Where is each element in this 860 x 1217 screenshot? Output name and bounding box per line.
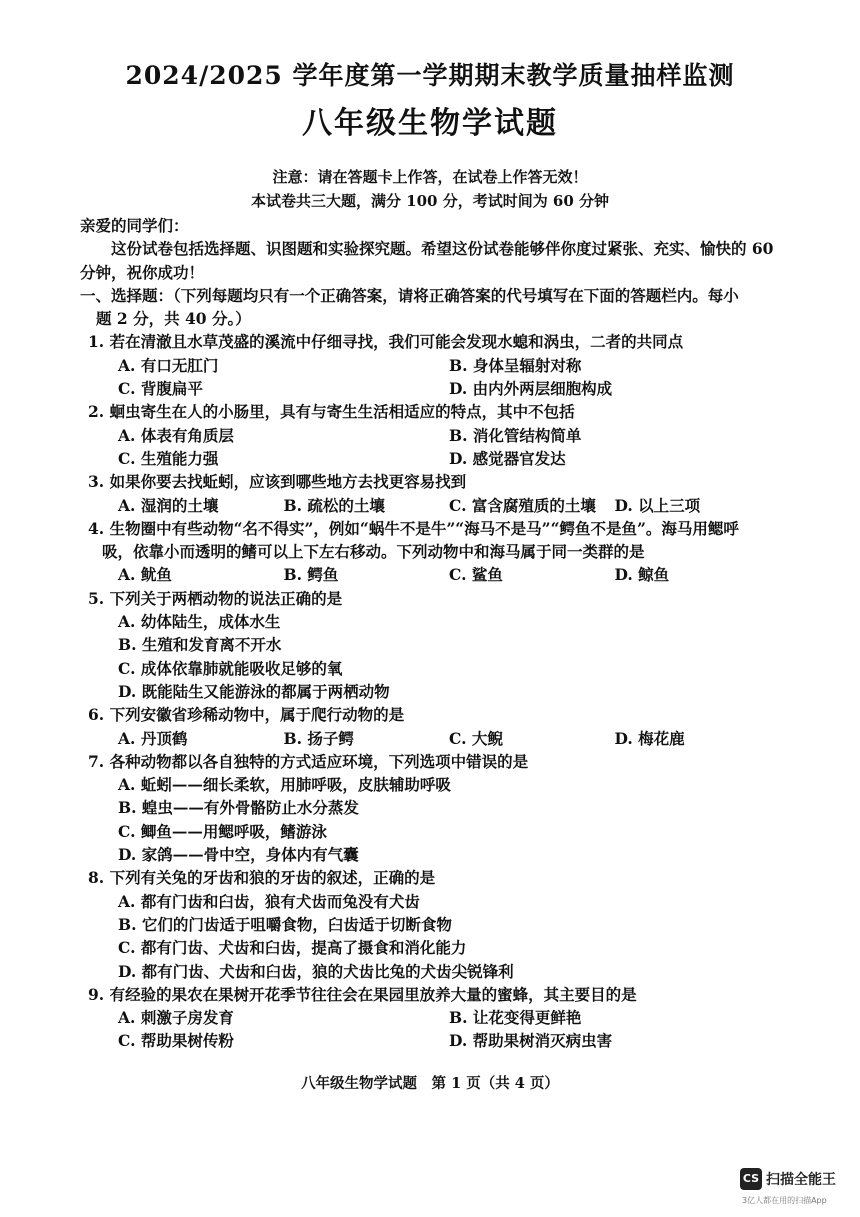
option-a: A. 体表有角质层 xyxy=(118,425,234,445)
option-d: D. 都有门齿、犬齿和臼齿，狼的犬齿比兔的犬齿尖锐锋利 xyxy=(118,961,514,981)
option-b: B. 身体呈辐射对称 xyxy=(449,355,582,375)
option-d: D. 既能陆生又能游泳的都属于两栖动物 xyxy=(118,681,390,701)
intro-text: 这份试卷包括选择题、识图题和实验探究题。希望这份试卷能够伴你度过紧张、充实、愉快的 60 分钟，祝你成功！ xyxy=(80,239,774,282)
question-8 xyxy=(88,866,780,982)
exam-info: 本试卷共三大题，满分 100 分，考试时间为 60 分钟 xyxy=(250,192,610,210)
option-d: D. 由内外两层细胞构成 xyxy=(449,379,613,399)
option-c: C. 成体依靠肺就能吸收足够的氧 xyxy=(118,658,343,678)
option-a: A. 都有门齿和臼齿，狼有犬齿而兔没有犬齿 xyxy=(118,891,420,911)
greeting: 亲爱的同学们： xyxy=(80,216,189,235)
option-b: B. 鳄鱼 xyxy=(283,565,339,585)
exam-title: 2024/2025 学年度第一学期期末教学质量抽样监测 xyxy=(125,61,735,90)
question-stem: 2. 蛔虫寄生在人的小肠里，具有与寄生生活相适应的特点，其中不包括 xyxy=(88,402,575,422)
option-b: B. 蝗虫——有外骨骼防止水分蒸发 xyxy=(118,798,359,818)
option-b: B. 消化管结构简单 xyxy=(449,425,582,445)
exam-body xyxy=(80,214,780,1053)
exam-subtitle: 八年级生物学试题 xyxy=(302,106,558,141)
option-a: A. 丹顶鹤 xyxy=(118,728,188,748)
option-d: D. 家鸽——骨中空，身体内有气囊 xyxy=(118,845,359,865)
scanner-logo-icon: CS xyxy=(740,1168,762,1190)
option-b: B. 生殖和发育离不开水 xyxy=(118,635,282,655)
scanner-tagline: 3亿人都在用的扫描App xyxy=(742,1196,827,1205)
question-stem: 3. 如果你要去找蚯蚓，应该到哪些地方去找更容易找到 xyxy=(88,472,467,492)
question-6 xyxy=(88,703,780,750)
option-a: A. 有口无肛门 xyxy=(118,355,219,375)
option-c: C. 富含腐殖质的土壤 xyxy=(449,495,596,515)
option-d: D. 鲸鱼 xyxy=(614,565,670,585)
option-c: C. 鲨鱼 xyxy=(449,565,503,585)
option-c: C. 都有门齿、犬齿和臼齿，提高了摄食和消化能力 xyxy=(118,938,467,958)
question-stem: 1. 若在清澈且水草茂盛的溪流中仔细寻找，我们可能会发现水螅和涡虫，二者的共同点 xyxy=(88,332,684,352)
question-stem: 5. 下列关于两栖动物的说法正确的是 xyxy=(88,588,343,608)
option-a: A. 鱿鱼 xyxy=(118,565,172,585)
question-stem: 7. 各种动物都以各自独特的方式适应环境，下列选项中错误的是 xyxy=(88,751,529,771)
question-7 xyxy=(88,750,780,866)
option-d: D. 梅花鹿 xyxy=(614,728,685,748)
option-b: B. 让花变得更鲜艳 xyxy=(449,1008,582,1028)
option-a: A. 湿润的土壤 xyxy=(118,495,219,515)
option-a: A. 幼体陆生，成体水生 xyxy=(118,612,281,632)
question-stem-continued: 吸，依靠小而透明的鳍可以上下左右移动。下列动物中和海马属于同一类群的是 xyxy=(102,542,645,562)
option-a: A. 蚯蚓——细长柔软，用肺呼吸，皮肤辅助呼吸 xyxy=(118,775,451,795)
question-4 xyxy=(88,517,780,587)
option-d: D. 感觉器官发达 xyxy=(449,448,566,468)
question-1 xyxy=(88,330,780,400)
scanner-watermark xyxy=(740,1166,850,1212)
option-c: C. 帮助果树传粉 xyxy=(118,1031,234,1051)
scanner-name: 扫描全能王 xyxy=(766,1172,836,1188)
option-b: B. 疏松的土壤 xyxy=(283,495,385,515)
option-b: B. 它们的门齿适于咀嚼食物，臼齿适于切断食物 xyxy=(118,914,452,934)
option-c: C. 生殖能力强 xyxy=(118,448,219,468)
question-5 xyxy=(88,587,780,703)
page-footer: 八年级生物学试题 第 1 页（共 4 页） xyxy=(301,1075,559,1092)
option-c: C. 大鲵 xyxy=(449,728,503,748)
question-stem: 4. 生物圈中有些动物“名不得实”，例如“蜗牛不是牛”“海马不是马”“鳄鱼不是鱼”。海马用鳃呼 xyxy=(88,518,739,538)
option-d: D. 帮助果树消灭病虫害 xyxy=(449,1031,613,1051)
option-c: C. 鲫鱼——用鳃呼吸，鳍游泳 xyxy=(118,821,327,841)
section-heading-line2: 题 2 分，共 40 分。） xyxy=(96,309,251,329)
section-heading-line1: 一、选择题：（下列每题均只有一个正确答案，请将正确答案的代号填写在下面的答题栏内。每小 xyxy=(80,285,739,305)
question-stem: 8. 下列有关兔的牙齿和狼的牙齿的叙述，正确的是 xyxy=(88,868,436,888)
option-c: C. 背腹扁平 xyxy=(118,379,203,399)
question-stem: 9. 有经验的果农在果树开花季节往往会在果园里放养大量的蜜蜂，其主要目的是 xyxy=(88,984,637,1004)
section-heading xyxy=(80,284,780,331)
question-2 xyxy=(88,400,780,470)
question-stem: 6. 下列安徽省珍稀动物中，属于爬行动物的是 xyxy=(88,705,405,725)
option-a: A. 刺激子房发育 xyxy=(118,1008,234,1028)
notice-text: 注意：请在答题卡上作答，在试卷上作答无效！ xyxy=(272,168,588,186)
question-9 xyxy=(88,983,780,1053)
option-d: D. 以上三项 xyxy=(614,495,701,515)
option-b: B. 扬子鳄 xyxy=(283,728,354,748)
question-3 xyxy=(88,470,780,517)
